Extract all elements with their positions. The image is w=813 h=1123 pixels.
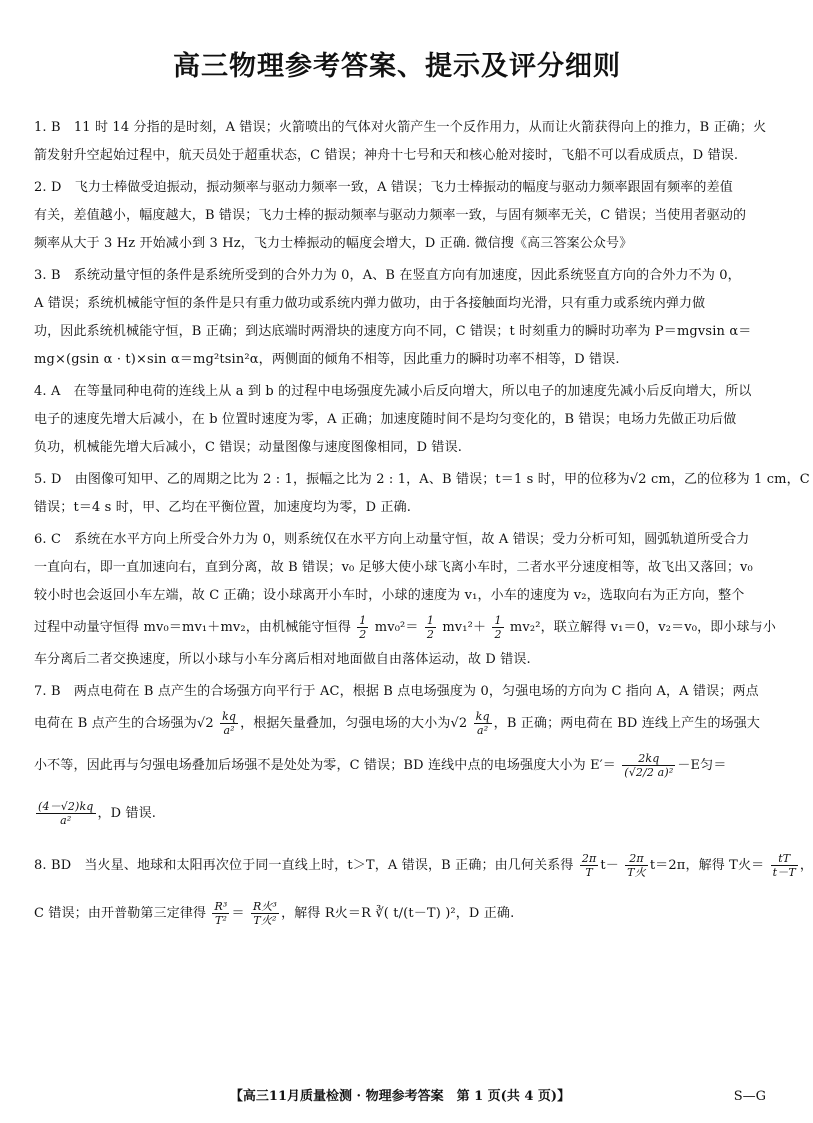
fraction <box>357 614 368 641</box>
fraction-numerator: kq <box>222 710 237 723</box>
fraction <box>251 900 279 927</box>
answer-item-1 <box>34 114 766 170</box>
formula-text: ＝ <box>231 906 245 921</box>
fraction-numerator: R³ <box>214 900 228 913</box>
text-line: 3. B 系统动量守恒的条件是系统所受到的合外力为 0，A、B 在竖直方向有加速度，因此系统竖直方向的合外力不为 0， <box>34 268 741 283</box>
fraction-denominator: a² <box>60 814 72 827</box>
fraction-numerator: 2π <box>625 852 648 866</box>
formula-text: ，解得 R火＝R ∛( t/(t－T) )²，D 正确. <box>281 906 515 921</box>
fraction-denominator: 2 <box>359 628 367 641</box>
fraction <box>220 710 238 737</box>
fraction <box>36 800 96 827</box>
text-line: 电子的速度先增大后减小，在 b 位置时速度为零，A 正确；加速度随时间不是均匀变化的，B 错误；电场力先做正功后做 <box>34 412 737 427</box>
formula-text: t－ <box>600 858 619 873</box>
fraction <box>425 614 436 641</box>
formula-text: t＝2π，解得 T火＝ <box>649 858 765 873</box>
fraction <box>474 710 492 737</box>
formula-text: mv₁²＋ <box>438 620 487 635</box>
text-line: 负功，机械能先增大后减小，C 错误；动量图像与速度图像相同，D 错误. <box>34 440 463 455</box>
fraction-numerator: kq <box>475 710 490 723</box>
formula-line <box>34 706 766 742</box>
text-line: 2. D 飞力士棒做受迫振动，振动频率与驱动力频率一致，A 错误；飞力士棒振动的幅度与驱动力频率跟固有频率的差值 <box>34 180 733 195</box>
formula-line <box>34 610 776 646</box>
formula-line <box>34 842 813 890</box>
formula-line <box>34 742 766 790</box>
formula-text: ， <box>799 858 813 873</box>
text-line: 1. B 11 时 14 分指的是时刻，A 错误；火箭喷出的气体对火箭产生一个反作用力，从而让火箭获得向上的推力，B 正确；火 <box>34 120 767 135</box>
answer-item-5 <box>34 466 810 522</box>
answer-item-4 <box>34 378 766 462</box>
fraction-denominator: 2 <box>494 628 502 641</box>
fraction-denominator: 2 <box>426 628 435 641</box>
text-line: 错误；t＝4 s 时，甲、乙均在平衡位置，加速度均为零，D 正确. <box>34 500 412 515</box>
fraction-numerator: 2π <box>581 852 597 865</box>
text-line: 较小时也会返回小车左端，故 C 正确；设小球离开小车时，小球的速度为 v₁，小车的速度为 v₂，选取向右为正方向，整个 <box>34 588 745 603</box>
formula-text: ，根据矢量叠加，匀强电场的大小为√2 <box>240 716 468 731</box>
formula-text: －E匀＝ <box>677 758 727 773</box>
formula-text: mv₂²，联立解得 v₁＝0，v₂＝v₀，即小球与小 <box>505 620 776 635</box>
formula-text: 8. BD 当火星、地球和太阳再次位于同一直线上时，t＞T，A 错误，B 正确；由几何关系得 <box>34 858 574 873</box>
formula-text: 电荷在 B 点产生的合场强为√2 <box>34 716 214 731</box>
fraction-denominator: T² <box>214 914 227 927</box>
fraction-numerator: 1 <box>426 614 435 627</box>
formula-line <box>34 790 766 838</box>
fraction <box>771 852 798 879</box>
fraction <box>212 900 229 927</box>
fraction-numerator: 2kq <box>622 752 675 766</box>
text-line: 7. B 两点电荷在 B 点产生的合场强方向平行于 AC，根据 B 点电场强度为 0，匀强电场的方向为 C 指向 A，A 错误；两点 <box>34 684 759 699</box>
fraction <box>580 852 599 879</box>
formula-text: 过程中动量守恒得 mv₀＝mv₁＋mv₂，由机械能守恒得 <box>34 620 351 635</box>
fraction-denominator: (√2/2 a)² <box>624 766 674 779</box>
fraction-numerator: 1 <box>494 614 502 627</box>
formula-text: ，D 错误. <box>97 806 157 821</box>
formula-text: 小不等，因此再与匀强电场叠加后场强不是处处为零，C 错误；BD 连线中点的电场强度大小为 E′＝ <box>34 758 616 773</box>
text-line: 功，因此系统机械能守恒，B 正确；到达底端时两滑块的速度方向不同，C 错误；t 时刻重力的瞬时功率为 P＝mgvsin α＝ <box>34 324 752 339</box>
formula-line <box>34 890 766 938</box>
text-line: mg×(gsin α · t)×sin α＝mg²tsin²α，两侧面的倾角不相等，因此重力的瞬时功率不相等，D 错误. <box>34 352 620 367</box>
text-line: A 错误；系统机械能守恒的条件是只有重力做功或系统内弹力做功，由于各接触面均光滑，只有重力或系统内弹力做 <box>34 296 706 311</box>
formula-text: C 错误；由开普勒第三定律得 <box>34 906 207 921</box>
fraction-denominator: a² <box>223 724 235 737</box>
fraction <box>625 852 648 879</box>
fraction-numerator: R火³ <box>252 900 278 913</box>
text-line: 有关，差值越小，幅度越大，B 错误；飞力士棒的振动频率与驱动力频率一致，与固有频率无关，C 错误；当使用者驱动的 <box>34 208 747 223</box>
formula-text: ，B 正确；两电荷在 BD 连线上产生的场强大 <box>493 716 761 731</box>
answer-list <box>34 114 813 938</box>
fraction-denominator: t－T <box>772 866 796 879</box>
page-title: 高三物理参考答案、提示及评分细则 <box>173 51 621 82</box>
formula-text: mv₀²＝ <box>370 620 419 635</box>
answer-item-7 <box>34 678 766 838</box>
text-line: 4. A 在等量同种电荷的连线上从 a 到 b 的过程中电场强度先减小后反向增大，所以电子的加速度先减小后反向增大，所以 <box>34 384 752 399</box>
footer-page-info: 【高三11月质量检测 · 物理参考答案 第 1 页(共 4 页)】 <box>229 1089 571 1104</box>
footer-code: S—G <box>733 1089 766 1104</box>
text-line: 一直向右，即一直加速向右，直到分离，故 B 错误；v₀ 足够大使小球飞离小车时，二者水平分速度相等，故飞出又落回；v₀ <box>34 560 753 575</box>
fraction <box>622 752 675 779</box>
fraction-denominator: T <box>585 866 593 879</box>
fraction-denominator: a² <box>477 724 489 737</box>
fraction-numerator: 1 <box>359 614 367 627</box>
text-line: 6. C 系统在水平方向上所受合外力为 0，则系统仅在水平方向上动量守恒，故 A 错误；受力分析可知，圆弧轨道所受合力 <box>34 532 750 547</box>
fraction-denominator: T火 <box>627 866 646 879</box>
text-line: 频率从大于 3 Hz 开始减小到 3 Hz，飞力士棒振动的幅度会增大，D 正确. 微信搜《高三答案公众号》 <box>34 236 633 251</box>
fraction-numerator: tT <box>771 852 798 866</box>
fraction-denominator: T火² <box>253 914 277 927</box>
text-line: 箭发射升空起始过程中，航天员处于超重状态，C 错误；神舟十七号和天和核心舱对接时，飞船不可以看成质点，D 错误. <box>34 148 739 163</box>
answer-item-2 <box>34 174 766 258</box>
answer-item-8 <box>34 842 813 938</box>
text-line: 车分离后二者交换速度，所以小球与小车分离后相对地面做自由落体运动，故 D 错误. <box>34 652 531 667</box>
answer-item-6 <box>34 526 776 674</box>
fraction-numerator: (4－√2)kq <box>38 800 94 813</box>
fraction <box>492 614 503 641</box>
text-line: 5. D 由图像可知甲、乙的周期之比为 2 : 1，振幅之比为 2 : 1，A、B 错误；t＝1 s 时，甲的位移为√2 cm，乙的位移为 1 cm，C <box>34 472 810 487</box>
answer-item-3 <box>34 262 766 374</box>
